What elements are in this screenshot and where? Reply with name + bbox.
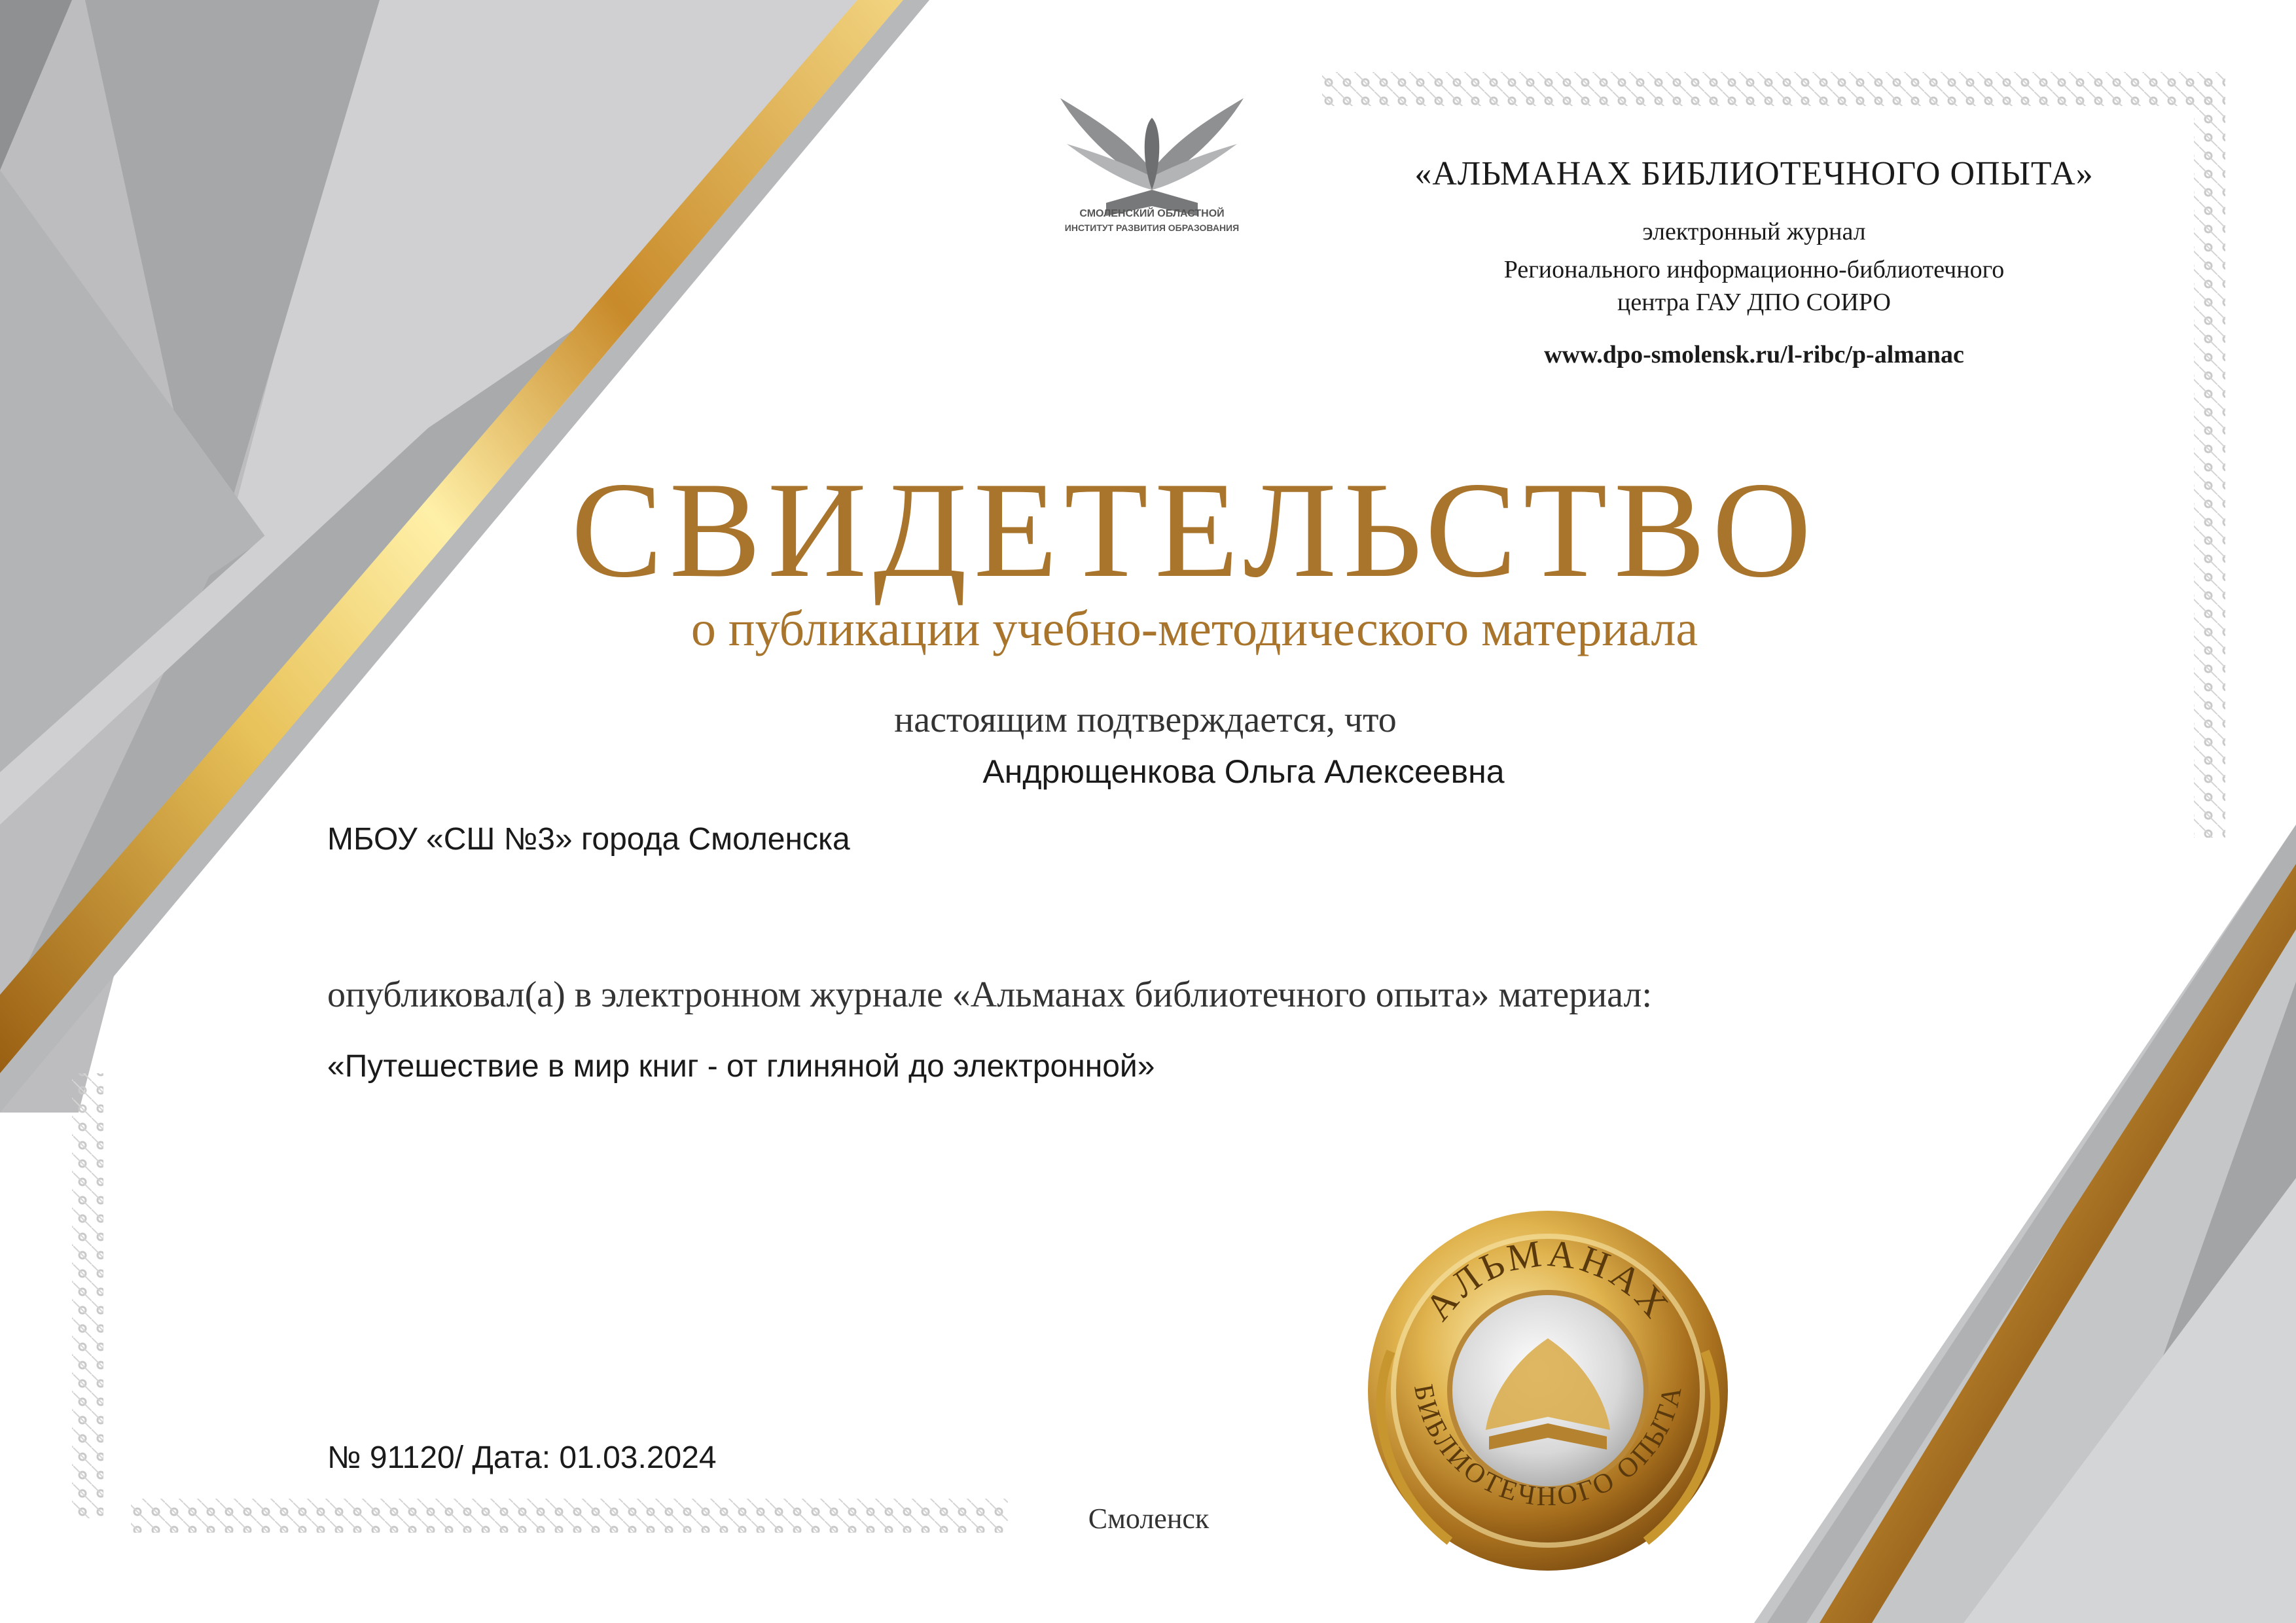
seal-ring-text: БИБЛИОТЕЧНОГО ОПЫТА (1408, 1382, 1689, 1512)
journal-subtitle-line3: центра ГАУ ДПО СОИРО (1617, 289, 1891, 316)
certificate-number-date: № 91120/ Дата: 01.03.2024 (327, 1440, 717, 1475)
confirm-text: настоящим подтверждается, что (894, 700, 1397, 740)
seal-top-text: АЛЬМАНАХ (1416, 1231, 1679, 1329)
material-title: «Путешествие в мир книг - от глиняной до электронной» (327, 1049, 1155, 1084)
seal-text (1368, 1211, 1728, 1571)
svg-text:БИБЛИОТЕЧНОГО ОПЫТА (1408, 1382, 1688, 1512)
journal-subtitle-line2: Регионального информационно-библиотечного (1503, 256, 2005, 283)
certificate-title: СВИДЕТЕЛЬСТВО (571, 454, 1818, 606)
svg-text:АЛЬМАНАХ (1416, 1232, 1679, 1329)
journal-title: «АЛЬМАНАХ БИБЛИОТЕЧНОГО ОПЫТА» (1414, 155, 2094, 192)
logo-caption-line1: СМОЛЕНСКИЙ ОБЛАСТНОЙ (1079, 208, 1225, 219)
organization: МБОУ «СШ №3» города Смоленска (327, 822, 850, 857)
logo-phoenix (1060, 98, 1244, 216)
person-name: Андрющенкова Ольга Алексеевна (982, 753, 1505, 790)
city: Смоленск (1088, 1503, 1210, 1535)
journal-subtitle-line1: электронный журнал (1642, 218, 1866, 245)
logo-caption-line2: ИНСТИТУТ РАЗВИТИЯ ОБРАЗОВАНИЯ (1064, 223, 1240, 233)
journal-url: www.dpo-smolensk.ru/l-ribc/p-almanac (1544, 341, 1964, 368)
published-text: опубликовал(а) в электронном журнале «Альманах библиотечного опыта» материал: (327, 974, 1653, 1015)
certificate-subtitle: о публикации учебно-методического материала (691, 601, 1698, 656)
